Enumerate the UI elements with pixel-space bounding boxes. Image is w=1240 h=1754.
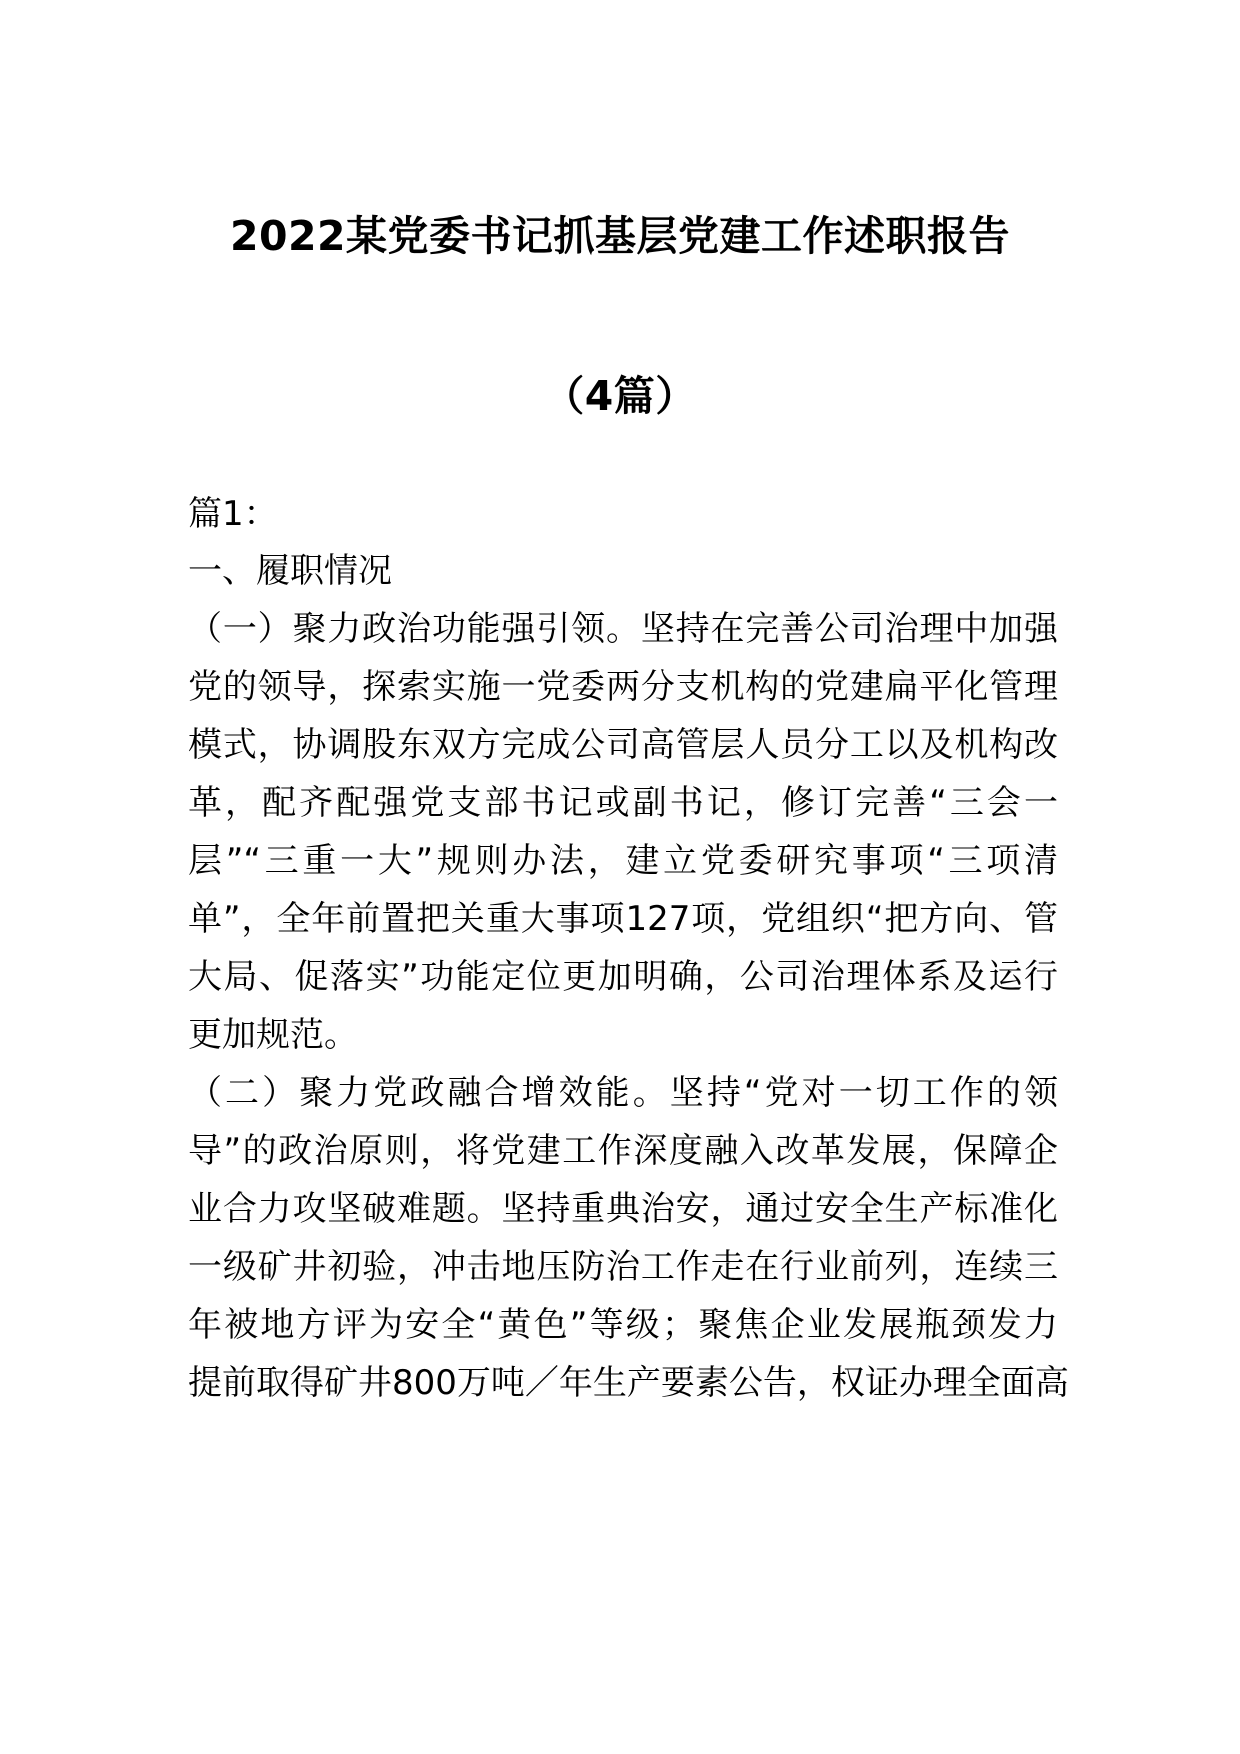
paragraph-line: 革，配齐配强党支部书记或副书记，修订完善“三会一	[188, 783, 1058, 823]
paragraph-line: 提前取得矿井800万吨／年生产要素公告，权证办理全面高	[188, 1363, 1069, 1403]
paragraph-line: 层”“三重一大”规则办法，建立党委研究事项“三项清	[188, 841, 1058, 881]
section-heading: 一、履职情况	[188, 551, 392, 591]
paragraph-line: 大局、促落实”功能定位更加明确，公司治理体系及运行	[188, 957, 1058, 997]
paragraph-line: 业合力攻坚破难题。坚持重典治安，通过安全生产标准化	[188, 1189, 1058, 1229]
paragraph-line: 更加规范。	[188, 1015, 358, 1055]
paragraph-line: 模式，协调股东双方完成公司高管层人员分工以及机构改	[188, 725, 1058, 765]
document-subtitle: （4篇）	[543, 372, 697, 420]
paragraph-line: 年被地方评为安全“黄色”等级；聚焦企业发展瓶颈发力	[188, 1305, 1058, 1345]
paragraph-line: 单”，全年前置把关重大事项127项，党组织“把方向、管	[188, 899, 1058, 939]
paragraph-line: 党的领导，探索实施一党委两分支机构的党建扁平化管理	[188, 667, 1058, 707]
section-label: 篇1：	[188, 494, 278, 534]
paragraph-line: （二）聚力党政融合增效能。坚持“党对一切工作的领	[188, 1073, 1058, 1113]
paragraph-line: 一级矿井初验，冲击地压防治工作走在行业前列，连续三	[188, 1247, 1058, 1287]
paragraph-line: （一）聚力政治功能强引领。坚持在完善公司治理中加强	[188, 609, 1058, 649]
document-title: 2022某党委书记抓基层党建工作述职报告	[229, 212, 1011, 260]
paragraph-line: 导”的政治原则，将党建工作深度融入改革发展，保障企	[188, 1131, 1058, 1171]
